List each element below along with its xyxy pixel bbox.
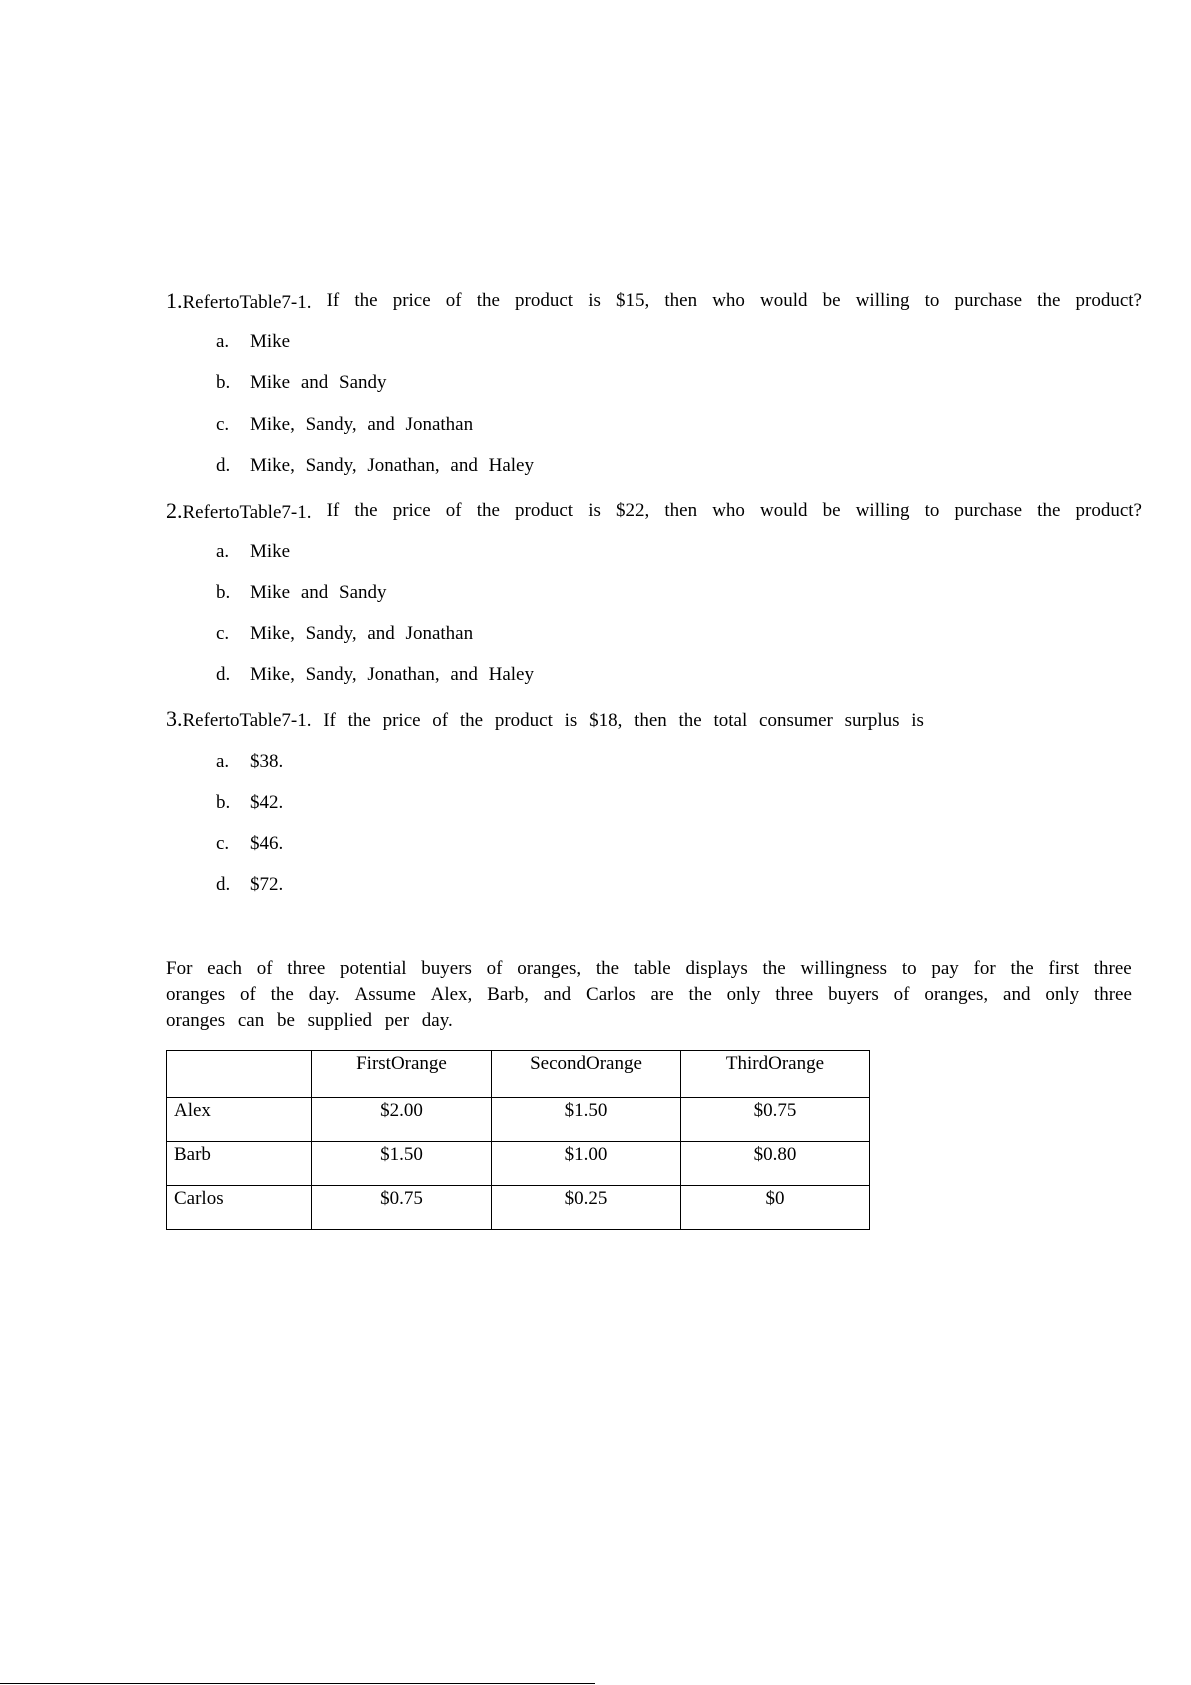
passage-line-3: oranges can be supplied per day. [166,1010,453,1031]
q1-option-b: b. Mike and Sandy [216,372,387,393]
question-3-number: 3. [166,706,183,731]
table-cell: $2.00 [312,1098,492,1142]
passage-line-1: For each of three potential buyers of oranges, the table displays the willingness to pay for the first three [166,958,1132,979]
q2-option-b: b. Mike and Sandy [216,582,387,603]
table-row [167,1098,870,1142]
q3-option-b: b. $42. [216,792,284,813]
question-2-stem: 2.RefertoTable7-1. If the price of the product is $22, then who would be willing to purchase the product? [166,498,1142,523]
q3-option-d: d. $72. [216,874,284,895]
buyer-name: Alex [167,1098,312,1142]
question-3 [166,707,924,733]
table-cell: $0.25 [492,1186,681,1230]
table-header-row [167,1051,870,1098]
question-3-stem: RefertoTable7-1. If the price of the product is $18, then the total consumer surplus is [182,710,924,731]
table-cell: $0 [681,1186,870,1230]
table-cell: $1.00 [492,1142,681,1186]
q1-option-d: d. Mike, Sandy, Jonathan, and Haley [216,455,534,476]
q2-option-c: c. Mike, Sandy, and Jonathan [216,623,474,644]
question-1-number: 1. [166,288,183,313]
orange-passage [166,956,1132,1034]
table-cell: $0.75 [312,1186,492,1230]
footer-divider [0,1683,595,1684]
table-row [167,1186,870,1230]
q3-option-c: c. $46. [216,833,284,854]
table-cell: $1.50 [312,1142,492,1186]
table-header-second: SecondOrange [492,1051,681,1098]
buyer-name: Barb [167,1142,312,1186]
q2-option-d: d. Mike, Sandy, Jonathan, and Haley [216,664,534,685]
table-cell: $1.50 [492,1098,681,1142]
table-row [167,1142,870,1186]
passage-line-2: oranges of the day. Assume Alex, Barb, and Carlos are the only three buyers of oranges, and only three [166,984,1132,1005]
question-1 [166,289,1142,315]
q2-option-a: a. Mike [216,541,291,562]
table-cell: $0.80 [681,1142,870,1186]
orange-willingness-table [166,1050,870,1230]
q1-option-a: a. Mike [216,331,291,352]
question-2 [166,499,1142,525]
table-header-blank [167,1051,312,1098]
table-cell: $0.75 [681,1098,870,1142]
table-header-first: FirstOrange [312,1051,492,1098]
q1-option-c: c. Mike, Sandy, and Jonathan [216,414,474,435]
q3-option-a: a. $38. [216,751,284,772]
question-2-number: 2. [166,498,183,523]
table-header-third: ThirdOrange [681,1051,870,1098]
question-1-stem: 1.RefertoTable7-1. If the price of the product is $15, then who would be willing to purchase the product? [166,288,1142,313]
buyer-name: Carlos [167,1186,312,1230]
